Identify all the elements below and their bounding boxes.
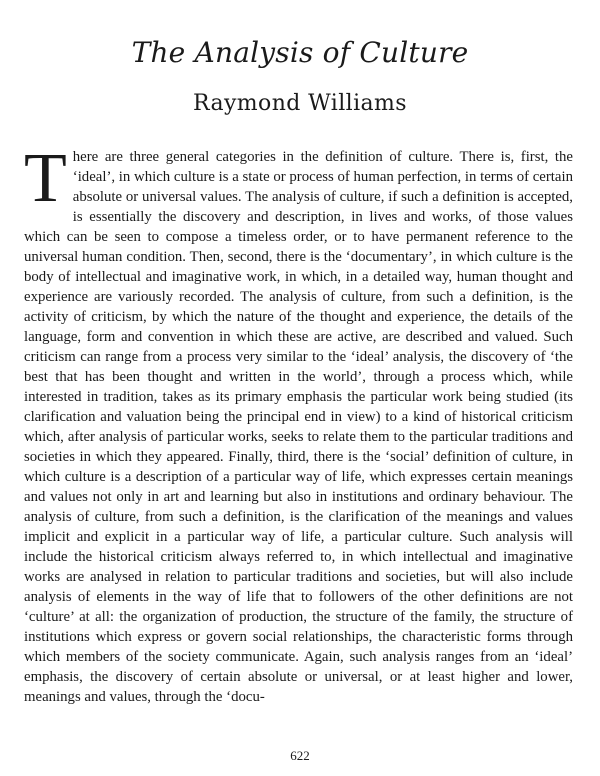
page-number: 622: [290, 748, 310, 763]
drop-cap: T: [24, 140, 67, 217]
body-paragraph: [24, 140, 573, 707]
document-title: The Analysis of Culture: [131, 36, 469, 69]
body-text: here are three general categories in the definition of culture. There is, first, the ‘ideal’, in which culture is a state or process of human perfection, in terms of certain absolute or universal values. The analysis of culture, if such a definition is accepted, is essentially the discovery and description, in lives and works, of those values which can be seen to compose a timeless order, or to have permanent reference to the universal human condition. Then, second, there is the ‘documentary’, in which culture is the body of intellectual and imaginative work, in which, in a detailed way, human thought and experience are variously recorded. The analysis of culture, from such a definition, is the activity of criticism, by which the nature of the thought and experience, the details of the language, form and convention in which these are active, are described and valued. Such criticism can range from a process very similar to the ‘ideal’ analysis, the discovery of ‘the best that has been thought and written in the world’, through a process which, while interested in tradition, takes as its primary emphasis the particular work being studied (its clarification and valuation being the principal end in view) to a kind of historical criticism which, after analysis of particular works, seeks to relate them to the particular traditions and societies in which they appeared. Finally, third, there is the ‘social’ definition of culture, in which culture is a description of a particular way of life, which expresses certain meanings and values not only in art and learning but also in institutions and ordinary behaviour. The analysis of culture, from such a definition, is the clarification of the meanings and values implicit and explicit in a particular way of life, a particular culture. Such analysis will include the historical criticism always referred to, in which intellectual and imaginative works are analysed in relation to particular traditions and societies, but will also include analysis of elements in the way of life that to followers of the other definitions are not ‘culture’ at all: the organization of production, the structure of the family, the structure of institutions which express or govern social relationships, the characteristic forms through which members of the society communicate. Again, such analysis ranges from an ‘ideal’ emphasis, the discovery of certain absolute or universal, or at least higher and lower, meanings and values, through the ‘docu-: [24, 149, 573, 705]
document-author: Raymond Williams: [192, 91, 407, 116]
